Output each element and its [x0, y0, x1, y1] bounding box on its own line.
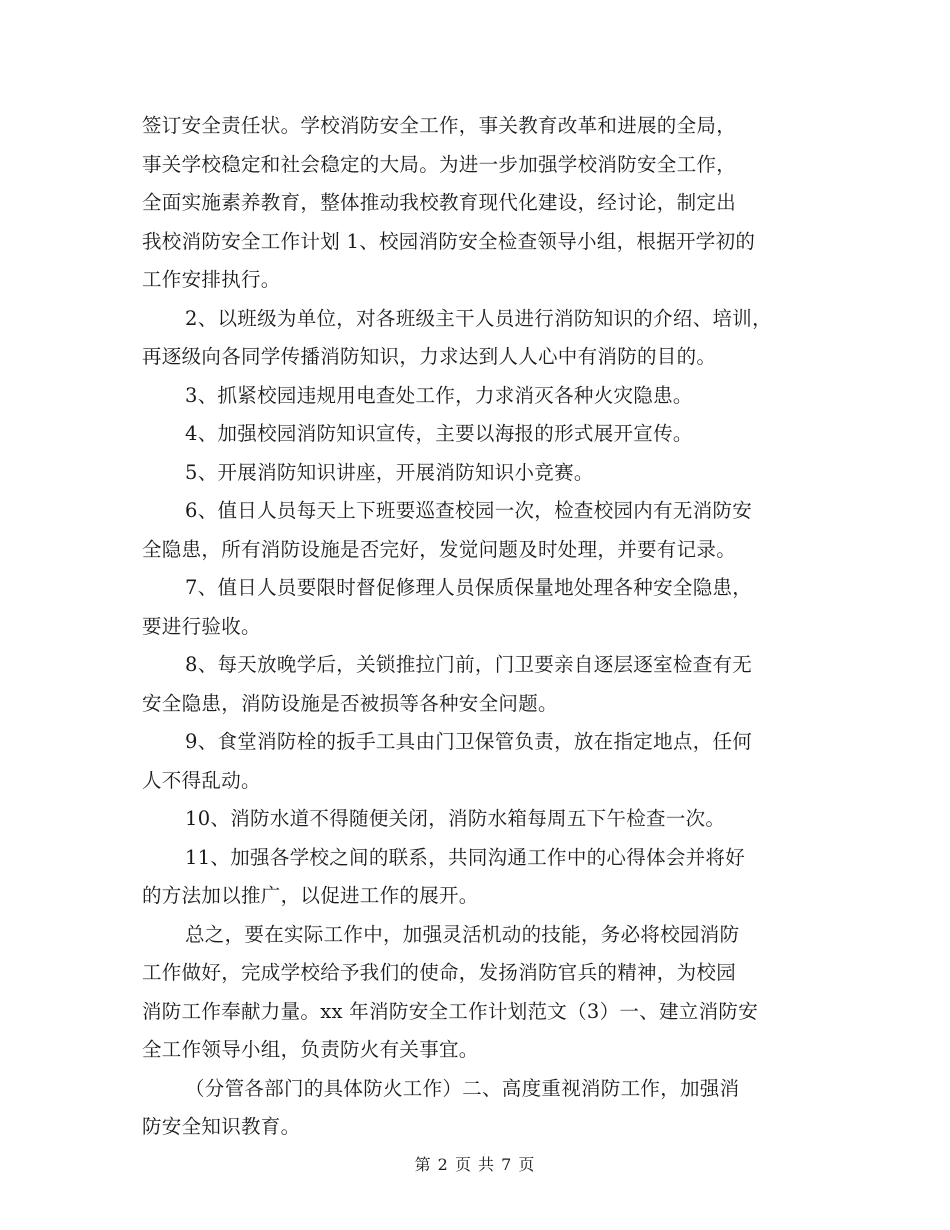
text-line: （分管各部门的具体防火工作）二、高度重视消防工作，加强消 — [185, 1076, 740, 1100]
text-line: 11、加强各学校之间的联系，共同沟通工作中的心得体会并将好 — [185, 845, 746, 869]
text-line: 7、值日人员要限时督促修理人员保质保量地处理各种安全隐患， — [185, 576, 753, 599]
text-line: 全工作领导小组，负责防火有关事宜。 — [142, 1038, 479, 1061]
text-line: 消防工作奉献力量。xx 年消防安全工作计划范文（3）一、建立消防安 — [142, 999, 758, 1023]
text-line: 安全隐患，消防设施是否被损等各种安全问题。 — [142, 691, 558, 715]
document-body — [142, 107, 822, 1147]
text-line: 再逐级向各同学传播消防知识，力求达到人人心中有消防的目的。 — [142, 345, 717, 368]
text-line: 事关学校稳定和社会稳定的大局。为进一步加强学校消防安全工作， — [142, 152, 737, 176]
text-line: 工作安排执行。 — [142, 268, 281, 291]
text-line: 要进行验收。 — [142, 614, 261, 638]
text-line: 8、每天放晚学后，关锁推拉门前，门卫要亲自逐层逐室检查有无 — [185, 653, 753, 676]
text-line: 人不得乱动。 — [142, 768, 261, 792]
page-number-footer: 第 2 页 共 7 页 — [414, 1155, 536, 1174]
text-line: 总之，要在实际工作中，加强灵活机动的技能，务必将校园消防 — [185, 922, 740, 946]
text-line: 防安全知识教育。 — [142, 1115, 301, 1138]
text-line: 4、加强校园消防知识宣传，主要以海报的形式展开宣传。 — [185, 422, 693, 445]
text-line: 5、开展消防知识讲座，开展消防知识小竞赛。 — [185, 460, 594, 484]
text-line: 2、以班级为单位，对各班级主干人员进行消防知识的介绍、培训， — [185, 306, 772, 330]
text-line: 3、抓紧校园违规用电查处工作，力求消灭各种火灾隐患。 — [185, 383, 693, 407]
text-line: 的方法加以推广，以促进工作的展开。 — [142, 884, 479, 907]
text-line: 全面实施素养教育，整体推动我校教育现代化建设，经讨论，制定出 — [142, 191, 737, 214]
text-line: 全隐患，所有消防设施是否完好，发觉问题及时处理，并要有记录。 — [142, 537, 737, 561]
text-line: 9、食堂消防栓的扳手工具由门卫保管负责，放在指定地点，任何 — [185, 730, 753, 753]
text-line: 工作做好，完成学校给予我们的使命，发扬消防官兵的精神，为校园 — [142, 961, 737, 984]
text-line: 签订安全责任状。学校消防安全工作，事关教育改革和进展的全局， — [142, 114, 737, 137]
text-line: 6、值日人员每天上下班要巡查校园一次，检查校园内有无消防安 — [185, 499, 753, 522]
text-line: 10、消防水道不得随便关闭，消防水箱每周五下午检查一次。 — [185, 807, 726, 830]
text-line: 我校消防安全工作计划 1、校园消防安全检查领导小组，根据开学初的 — [142, 229, 756, 253]
